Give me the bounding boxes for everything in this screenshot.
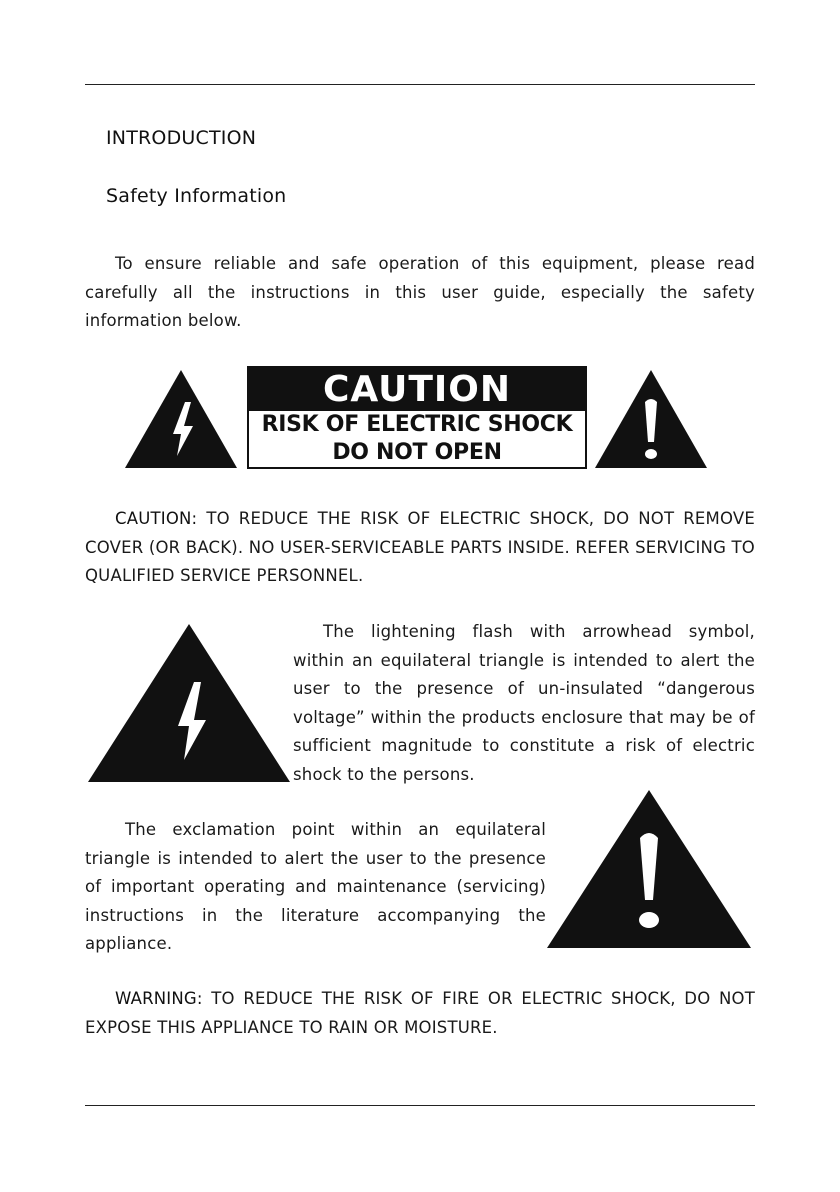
intro-heading: INTRODUCTION <box>106 127 257 149</box>
bottom-rule <box>85 1105 755 1106</box>
intro-paragraph: To ensure reliable and safe operation of this equipment, please read carefully all the instructions in this user guide, especially the safety information below. <box>85 254 755 330</box>
safety-heading: Safety Information <box>106 185 287 207</box>
caution-banner-line2: DO NOT OPEN <box>332 440 502 465</box>
caution-banner-title: CAUTION <box>249 368 585 411</box>
exclamation-warning-icon <box>593 368 709 470</box>
warning-notice <box>85 985 755 1042</box>
exclamation-triangle-icon <box>545 788 753 950</box>
warning-notice-label: WARNING: <box>115 989 203 1008</box>
lightning-triangle-icon <box>86 622 292 784</box>
warning-notice-text: TO REDUCE THE RISK OF FIRE OR ELECTRIC SHOCK, DO NOT EXPOSE THIS APPLIANCE TO RAIN OR MOISTURE. <box>85 989 755 1037</box>
top-rule <box>85 84 755 85</box>
exclamation-symbol-description: The exclamation point within an equilateral triangle is intended to alert the user to the presence of important operating and maintenance (servicing) instructions in the literature accompanying the appliance. <box>85 820 546 953</box>
caution-banner-line1: RISK OF ELECTRIC SHOCK <box>261 412 573 437</box>
caution-banner <box>247 366 587 469</box>
caution-notice <box>85 505 755 591</box>
electric-shock-warning-icon <box>123 368 239 470</box>
caution-notice-text: TO REDUCE THE RISK OF ELECTRIC SHOCK, DO NOT REMOVE COVER (OR BACK). NO USER-SERVICEABLE PARTS INSIDE. REFER SERVICING TO QUALIFIED SERVICE PERSONNEL. <box>85 509 755 585</box>
caution-notice-label: CAUTION: <box>115 509 198 528</box>
lightning-symbol-description: The lightening flash with arrowhead symbol, within an equilateral triangle is intended to alert the user to the presence of un-insulated “dangerous voltage” within the products enclosure that may be of sufficient magnitude to constitute a risk of electric shock to the persons. <box>293 622 755 784</box>
